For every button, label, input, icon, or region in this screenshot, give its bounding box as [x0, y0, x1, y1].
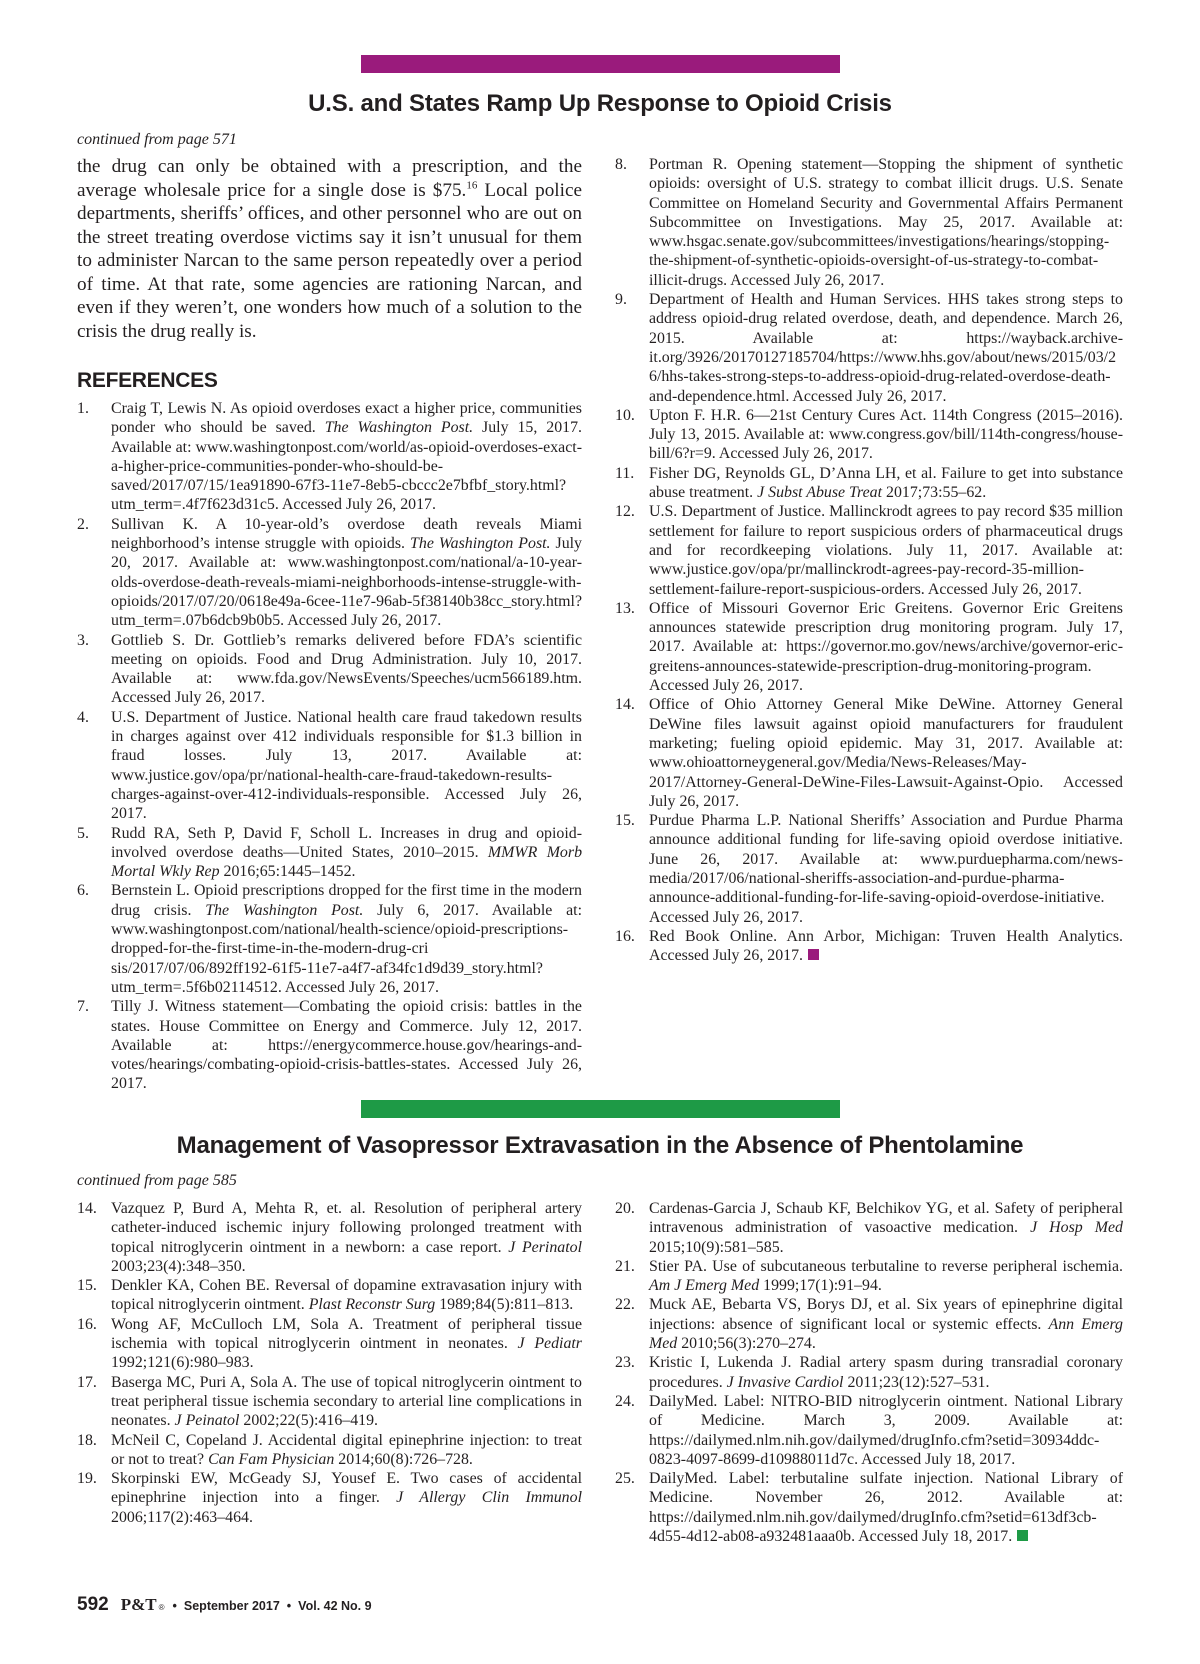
page-footer	[77, 1594, 379, 1616]
reference-text: Office of Ohio Attorney General Mike DeWine. Attorney General DeWine files lawsuit against opioid manufacturers for fraudulent marketing; fueling opioid epidemic. May 31, 2017. Available at: www.ohioattorneygeneral.gov/Media/News-Releases/May-2017/Attorney-General-DeWine-Files-Lawsuit-Against-Opio. Accessed July 26, 2017.	[649, 696, 1123, 810]
reference-item	[77, 708, 582, 824]
journal-citation: J Hosp Med	[1030, 1219, 1123, 1237]
reference-number: 15.	[77, 1277, 97, 1295]
reference-text: Office of Missouri Governor Eric Greitens. Governor Eric Greitens announces statewide prescription drug monitoring program. July 17, 2017. Available at: https://governor.mo.gov/news/archive/governor-eric-greitens-announces-statewide-prescription-drug-monitoring-program. Accessed July 26, 2017.	[649, 599, 1123, 695]
reference-number: 15.	[615, 812, 635, 830]
reference-number: 6.	[77, 882, 89, 900]
reference-text: Muck AE, Bebarta VS, Borys DJ, et al. Six years of epinephrine digital injections: absence of significant local or systemic effects. Ann Emerg Med 2010;56(3):270–274.	[649, 1296, 1123, 1353]
reference-item	[615, 406, 1123, 464]
journal-citation: J Subst Abuse Treat	[757, 484, 883, 502]
reference-number: 8.	[615, 156, 627, 173]
reference-item	[77, 1373, 582, 1431]
journal-citation: Plast Reconstr Surg	[308, 1296, 436, 1314]
article2-right-column	[615, 1199, 1123, 1546]
reference-text: DailyMed. Label: terbutaline sulfate injection. National Library of Medicine. November 26, 2012. Available at: https://dailymed.nlm.nih.gov/dailymed/drugInfo.cfm?setid=613df3cb-4d55-4d12-ab08-a932481aaa0b. Accessed July 18, 2017.	[649, 1470, 1123, 1546]
article-title: U.S. and States Ramp Up Response to Opioid Crisis	[308, 90, 892, 117]
reference-item	[77, 1276, 582, 1315]
reference-text: Baserga MC, Puri A, Sola A. The use of topical nitroglycerin ointment to treat peripheral tissue ischemia secondary to arterial line complications in neonates. J Peinatol 2002;22(5):416–419.	[111, 1373, 582, 1430]
reference-item	[77, 997, 582, 1093]
reference-number: 14.	[77, 1200, 97, 1217]
reference-list	[77, 399, 582, 1094]
reference-number: 14.	[615, 696, 635, 714]
journal-name: P&T	[120, 1595, 157, 1614]
journal-citation: The Washington Post.	[205, 901, 364, 919]
issue-volume: Vol. 42 No. 9	[298, 1599, 372, 1613]
reference-number: 11.	[615, 464, 635, 482]
reference-item	[77, 1431, 582, 1470]
reference-text: Portman R. Opening statement—Stopping the shipment of synthetic opioids: oversight of U.S. strategy to combat illicit drugs. U.S. Senate Committee on Homeland Security and Governmental Affairs Permanent Subcommittee on Investigations. May 25, 2017. Available at: www.hsgac.senate.gov/subcommittees/investigations/hearings/stopping-the-shipment-of-synthetic-opioids-oversight-of-us-strategy-to-combat-illicit-drugs. Accessed July 26, 2017.	[649, 156, 1123, 289]
reference-number: 12.	[615, 503, 635, 521]
reference-number: 3.	[77, 631, 89, 649]
reference-text: Purdue Pharma L.P. National Sheriffs’ Association and Purdue Pharma announce additional funding for life-saving opioid overdose initiative. June 26, 2017. Available at: www.purduepharma.com/news-media/2017/06/national-sheriffs-association-and-purdue-pharma-announce-additional-funding-for-life-saving-opioid-overdose-initiative. Accessed July 26, 2017.	[649, 812, 1123, 926]
reference-item	[77, 515, 582, 631]
reference-item	[77, 631, 582, 708]
reference-item	[615, 695, 1123, 811]
reference-item	[615, 599, 1123, 695]
reference-item	[615, 290, 1123, 406]
reference-item	[615, 811, 1123, 927]
reference-text: Gottlieb S. Dr. Gottlieb’s remarks delivered before FDA’s scientific meeting on opioids. Food and Drug Administration. July 10, 2017. Available at: www.fda.gov/NewsEvents/Speeches/ucm566189.htm. Accessed July 26, 2017.	[111, 631, 582, 707]
footer-bullet: •	[172, 1599, 177, 1613]
reference-text: Skorpinski EW, McGeady SJ, Yousef E. Two cases of accidental epinephrine injection into a finger. J Allergy Clin Immunol 2006;117(2):463–464.	[111, 1470, 582, 1526]
reference-text: Tilly J. Witness statement—Combating the opioid crisis: battles in the states. House Committee on Energy and Commerce. July 12, 2017. Available at: https://energycommerce.house.gov/hearings-and-votes/hearings/combating-opioid-crisis-battles-states. Accessed July 26, 2017.	[111, 998, 582, 1093]
reference-text: Stier PA. Use of subcutaneous terbutaline to reverse peripheral ischemia. Am J Emerg Med 1999;17(1):91–94.	[649, 1257, 1123, 1295]
reference-number: 16.	[615, 927, 635, 945]
continued-note: continued from page 571	[77, 131, 237, 148]
reference-item	[615, 1257, 1123, 1296]
reference-text: McNeil C, Copeland J. Accidental digital epinephrine injection: to treat or not to treat? Can Fam Physician 2014;60(8):726–728.	[111, 1431, 582, 1468]
footnote-marker: 16	[466, 179, 478, 192]
reference-text: Wong AF, McCulloch LM, Sola A. Treatment of peripheral tissue ischemia with topical nitroglycerin ointment in neonates. J Pediatr 1992;121(6):980–983.	[111, 1315, 582, 1372]
reference-item	[77, 1315, 582, 1373]
reference-number: 19.	[77, 1470, 97, 1488]
reference-item	[77, 399, 582, 515]
journal-citation: J Allergy Clin Immunol	[396, 1489, 582, 1507]
reference-number: 20.	[615, 1200, 635, 1217]
section-bar-purple	[361, 55, 840, 73]
reference-item	[77, 881, 582, 997]
article1-left-column	[77, 155, 582, 1094]
journal-citation: The Washington Post.	[410, 535, 551, 553]
reference-number: 25.	[615, 1470, 635, 1488]
reference-text: DailyMed. Label: NITRO-BID nitroglycerin ointment. National Library of Medicine. March 3, 2009. Available at: https://dailymed.nlm.nih.gov/dailymed/drugInfo.cfm?setid=30934ddc-0823-4097-8699-d10988011d7c. Accessed July 18, 2017.	[649, 1392, 1123, 1468]
reference-number: 24.	[615, 1392, 635, 1410]
article-title: Management of Vasopressor Extravasation in the Absence of Phentolamine	[176, 1132, 1024, 1159]
reference-item	[77, 1199, 582, 1276]
journal-citation: MMWR Morb Mortal Wkly Rep	[111, 843, 583, 881]
reference-number: 16.	[77, 1315, 97, 1333]
reference-item	[77, 824, 582, 882]
reference-item	[615, 927, 1123, 966]
journal-citation: J Perinatol	[508, 1238, 582, 1256]
reference-text: Cardenas-Garcia J, Schaub KF, Belchikov YG, et al. Safety of peripheral intravenous administration of vasoactive medication. J Hosp Med 2015;10(9):581–585.	[649, 1200, 1123, 1256]
reference-text: Red Book Online. Ann Arbor, Michigan: Truven Health Analytics. Accessed July 26, 2017.	[649, 927, 1123, 965]
journal-citation: J Peinatol	[174, 1412, 240, 1430]
reference-number: 4.	[77, 708, 89, 726]
reference-item	[615, 1295, 1123, 1353]
reference-item	[615, 1353, 1123, 1392]
journal-citation: Can Fam Physician	[208, 1450, 335, 1468]
reference-text: Vazquez P, Burd A, Mehta R, et. al. Resolution of peripheral artery catheter-induced ischemic injury following prolonged treatment with topical nitroglycerin ointment in a newborn: a case report. J Perinatol 2003;23(4):348–350.	[111, 1200, 582, 1275]
reference-number: 2.	[77, 515, 89, 533]
journal-citation: Am J Emerg Med	[649, 1277, 760, 1295]
reference-item	[615, 464, 1123, 503]
reference-number: 5.	[77, 824, 89, 842]
reference-number: 10.	[615, 406, 635, 424]
reference-list	[77, 1199, 582, 1527]
end-of-article-mark	[1017, 1530, 1028, 1541]
reference-number: 13.	[615, 599, 635, 617]
reference-item	[615, 1199, 1123, 1257]
registered-mark: ®	[158, 1603, 165, 1612]
reference-text: Craig T, Lewis N. As opioid overdoses exact a higher price, communities ponder who should be saved. The Washington Post. July 15, 2017. Available at: www.washingtonpost.com/world/as-opioid-overdoses-exact-a-higher-price-communities-ponder-who-should-be-saved/2017/07/15/1ea91890-67f3-11e7-8eb5-cbccc2e7bfbf_story.html?utm_term=.4f7f623d31c5. Accessed July 26, 2017.	[111, 400, 583, 514]
body-paragraph: the drug can only be obtained with a prescription, and the average wholesale price for a single dose is $75.16 Local police departments, sheriffs’ offices, and other personnel who are out on the street treating overdose victims say it isn’t unusual for them to administer Narcan to the same person repeatedly over a period of time. At that rate, some agencies are rationing Narcan, and even if they weren’t, one wonders how much of a solution to the crisis the drug really is.	[77, 156, 582, 342]
reference-text: Rudd RA, Seth P, David F, Scholl L. Increases in drug and opioid-involved overdose deaths—United States, 2010–2015. MMWR Morb Mortal Wkly Rep 2016;65:1445–1452.	[111, 824, 583, 881]
reference-number: 21.	[615, 1257, 635, 1275]
references-heading: REFERENCES	[77, 369, 218, 392]
reference-number: 1.	[77, 400, 89, 417]
continued-note: continued from page 585	[77, 1172, 237, 1189]
reference-text: Denkler KA, Cohen BE. Reversal of dopamine extravasation injury with topical nitroglycerin ointment. Plast Reconstr Surg 1989;84(5):811–813.	[111, 1277, 582, 1314]
reference-number: 9.	[615, 291, 627, 309]
reference-number: 17.	[77, 1373, 97, 1391]
reference-list	[615, 1199, 1123, 1546]
page-number: 592	[77, 1594, 109, 1615]
reference-number: 23.	[615, 1354, 635, 1372]
reference-text: Fisher DG, Reynolds GL, D’Anna LH, et al. Failure to get into substance abuse treatment. J Subst Abuse Treat 2017;73:55–62.	[649, 464, 1123, 502]
journal-citation: The Washington Post.	[324, 419, 474, 437]
reference-text: Kristic I, Lukenda J. Radial artery spasm during transradial coronary procedures. J Invasive Cardiol 2011;23(12):527–531.	[649, 1354, 1123, 1391]
reference-number: 22.	[615, 1296, 635, 1314]
journal-citation: J Pediatr	[517, 1335, 582, 1353]
reference-item	[615, 155, 1123, 290]
reference-text: Sullivan K. A 10-year-old’s overdose death reveals Miami neighborhood’s intense struggle with opioids. The Washington Post. July 20, 2017. Available at: www.washingtonpost.com/national/a-10-year-olds-overdose-death-reveals-miami-neighborhoods-intense-struggle-with-opioids/2017/07/20/0618e49a-6cee-11e7-96ab-5f38140b38cc_story.html?utm_term=.07b6dcb9b0b5. Accessed July 26, 2017.	[111, 515, 583, 630]
end-of-article-mark	[808, 949, 819, 960]
reference-text: Upton F. H.R. 6—21st Century Cures Act. 114th Congress (2015–2016). July 13, 2015. Available at: www.congress.gov/bill/114th-congress/house-bill/6?r=9. Accessed July 26, 2017.	[649, 406, 1123, 463]
section-bar-green	[361, 1100, 840, 1118]
reference-text: U.S. Department of Justice. Mallinckrodt agrees to pay record $35 million settlement for failure to report suspicious orders of pharmaceutical drugs and for recordkeeping violations. July 11, 2017. Available at: www.justice.gov/opa/pr/mallinckrodt-agrees-pay-record-35-million-settlement-failure-report-suspicious-orders. Accessed July 26, 2017.	[649, 503, 1123, 598]
article2-left-column	[77, 1199, 582, 1527]
reference-item	[615, 1392, 1123, 1469]
reference-text: U.S. Department of Justice. National health care fraud takedown results in charges against over 412 individuals responsible for $1.3 billion in fraud losses. July 13, 2017. Available at: www.justice.gov/opa/pr/national-health-care-fraud-takedown-results-charges-against-over-412-individuals-responsible. Accessed July 26, 2017.	[111, 708, 582, 823]
footer-bullet: •	[286, 1599, 292, 1613]
reference-item	[615, 502, 1123, 598]
reference-item	[615, 1469, 1123, 1546]
reference-item	[77, 1469, 582, 1527]
journal-citation: Ann Emerg Med	[649, 1315, 1123, 1353]
article1-right-column	[615, 155, 1123, 965]
reference-list	[615, 155, 1123, 965]
reference-text: Bernstein L. Opioid prescriptions dropped for the first time in the modern drug crisis. The Washington Post. July 6, 2017. Available at: www.washingtonpost.com/national/health-science/opioid-prescriptions-dropped-for-the-first-time-in-the-modern-drug-cri sis/2017/07/06/892ff192-61f5-11e7-a4f7-af34fc1d9d39_story.html?utm_term=.5f6b02114512. Accessed July 26, 2017.	[111, 882, 582, 996]
reference-text: Department of Health and Human Services. HHS takes strong steps to address opioid-drug related overdose, death, and dependence. March 26, 2015. Available at: https://wayback.archive-it.org/3926/20170127185704/https://www.hhs.gov/about/news/2015/03/26/hhs-takes-strong-steps-to-address-opioid-drug-related-overdose-death-and-dependence.html. Accessed July 26, 2017.	[649, 291, 1123, 405]
journal-citation: J Invasive Cardiol	[726, 1373, 844, 1391]
issue-month: September 2017	[183, 1599, 280, 1613]
reference-number: 7.	[77, 998, 89, 1016]
reference-number: 18.	[77, 1431, 97, 1449]
